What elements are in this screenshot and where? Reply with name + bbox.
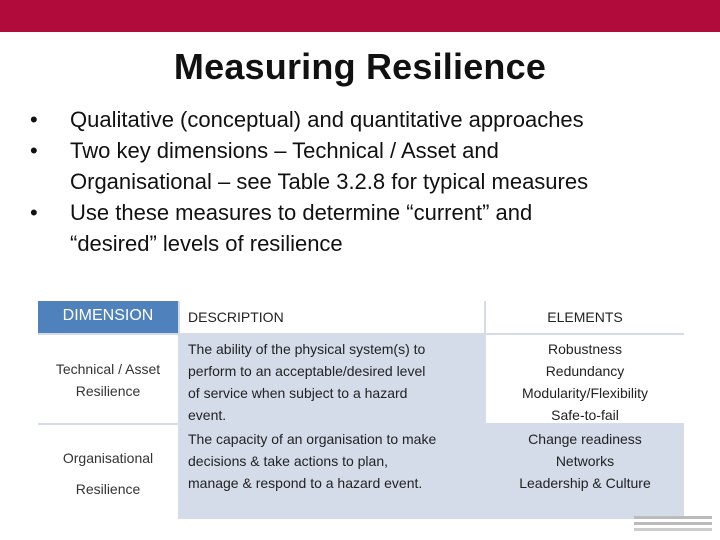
bullet-icon: • — [30, 107, 38, 132]
description-text: of service when subject to a hazard — [188, 385, 408, 401]
resilience-table — [38, 301, 684, 519]
institute-logo-icon — [632, 512, 716, 536]
bullet-item — [24, 135, 704, 197]
header-elements: ELEMENTS — [486, 301, 684, 333]
bullet-item — [24, 197, 704, 259]
bullet-text: Use these measures to determine “current” and — [70, 200, 533, 225]
dimension-text: Resilience — [75, 383, 141, 399]
bullet-icon: • — [30, 138, 38, 163]
row-organisational-description — [180, 425, 484, 519]
element-text: Modularity/Flexibility — [521, 385, 649, 401]
bullet-list — [24, 104, 704, 259]
element-text: Networks — [555, 453, 615, 469]
description-text: decisions & take actions to plan, — [188, 453, 389, 469]
bullet-text: Two key dimensions – Technical / Asset and — [70, 138, 499, 163]
description-text: The capacity of an organisation to make — [188, 431, 437, 447]
row-technical-description — [180, 335, 484, 423]
element-text: Change readiness — [528, 431, 642, 447]
row-organisational-dimension — [38, 425, 178, 519]
dimension-text: Technical / Asset — [55, 361, 161, 377]
bullet-icon: • — [30, 200, 38, 225]
dimension-text: Organisational — [62, 450, 154, 466]
description-text: event. — [188, 407, 227, 423]
bullet-item — [24, 104, 704, 135]
dimension-text: Resilience — [75, 481, 141, 497]
header-dimension: DIMENSION — [38, 301, 178, 333]
element-text: Robustness — [548, 341, 622, 357]
row-technical-elements — [486, 335, 684, 423]
top-accent-bar — [0, 0, 720, 32]
header-description: DESCRIPTION — [180, 301, 484, 333]
bullet-text: Organisational – see Table 3.2.8 for typical measures — [70, 169, 589, 194]
row-technical-dimension — [38, 335, 178, 423]
description-text: perform to an acceptable/desired level — [188, 363, 426, 379]
bullet-text: “desired” levels of resilience — [70, 231, 343, 256]
element-text: Safe-to-fail — [551, 407, 619, 423]
description-text: The ability of the physical system(s) to — [188, 341, 426, 357]
element-text: Leadership & Culture — [519, 475, 651, 491]
slide-title: Measuring Resilience — [173, 46, 547, 87]
bullet-text: Qualitative (conceptual) and quantitative approaches — [70, 107, 584, 132]
element-text: Redundancy — [545, 363, 625, 379]
row-organisational-elements — [486, 425, 684, 519]
description-text: manage & respond to a hazard event. — [188, 475, 423, 491]
